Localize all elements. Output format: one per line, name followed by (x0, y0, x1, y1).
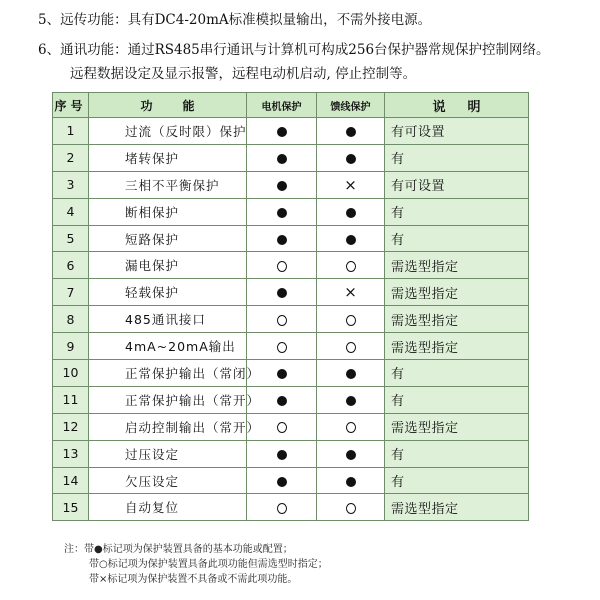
hollow-circle-icon (346, 261, 356, 272)
row-function: 正常保护输出（常闭） (89, 360, 247, 387)
row-index: 1 (53, 118, 89, 145)
row-function: 4mA~20mA输出 (89, 333, 247, 360)
filled-dot-icon (277, 369, 287, 379)
row-index: 10 (53, 360, 89, 387)
row-note: 有 (385, 225, 529, 252)
table-row (53, 386, 529, 413)
footnote-line-3: 带×标记项为保护装置不具备或不需此项功能。 (89, 574, 298, 585)
row-index: 14 (53, 467, 89, 494)
row-function: 485通讯接口 (89, 306, 247, 333)
row-motor-protection (247, 225, 317, 252)
row-function: 启动控制输出（常开） (89, 413, 247, 440)
row-note: 有 (385, 198, 529, 225)
row-function: 漏电保护 (89, 252, 247, 279)
table-row (53, 467, 529, 494)
hollow-circle-icon (277, 342, 287, 353)
table-body (53, 118, 529, 521)
feature-table (52, 92, 529, 521)
filled-dot-icon (277, 396, 287, 406)
filled-dot-icon (346, 154, 356, 164)
row-note: 有可设置 (385, 171, 529, 198)
footnote-line-2: 带○标记项为保护装置具备此项功能但需选型时指定； (89, 559, 328, 570)
row-feeder-protection (317, 118, 385, 145)
filled-dot-icon (277, 235, 287, 245)
row-function: 过流（反时限）保护 (89, 118, 247, 145)
row-index: 8 (53, 306, 89, 333)
cross-icon: × (344, 175, 357, 194)
legend-footnote (64, 542, 584, 587)
row-function: 过压设定 (89, 440, 247, 467)
row-index: 3 (53, 171, 89, 198)
hollow-circle-icon (346, 422, 356, 433)
row-index: 11 (53, 386, 89, 413)
row-feeder-protection (317, 198, 385, 225)
row-note: 有 (385, 440, 529, 467)
row-index: 12 (53, 413, 89, 440)
row-motor-protection (247, 306, 317, 333)
intro-text (38, 8, 598, 86)
table-row (53, 494, 529, 521)
table-row (53, 279, 529, 306)
row-function: 三相不平衡保护 (89, 171, 247, 198)
row-feeder-protection (317, 386, 385, 413)
filled-dot-icon (277, 127, 287, 137)
filled-dot-icon (346, 396, 356, 406)
intro-line-6: 6、通讯功能：通过RS485串行通讯与计算机可构成256台保护器常规保护控制网络。 (38, 42, 550, 58)
hollow-circle-icon (277, 422, 287, 433)
filled-dot-icon (346, 127, 356, 137)
row-index: 2 (53, 144, 89, 171)
row-index: 4 (53, 198, 89, 225)
row-note: 有 (385, 144, 529, 171)
row-function: 欠压设定 (89, 467, 247, 494)
filled-dot-icon (346, 235, 356, 245)
table-row (53, 198, 529, 225)
hollow-circle-icon (277, 503, 287, 514)
table-row (53, 440, 529, 467)
row-function: 自动复位 (89, 494, 247, 521)
row-feeder-protection (317, 440, 385, 467)
header-motor-protection: 电机保护 (247, 93, 317, 118)
row-index: 6 (53, 252, 89, 279)
header-function: 功能 (89, 93, 247, 118)
header-feeder-protection: 馈线保护 (317, 93, 385, 118)
table-row (53, 144, 529, 171)
table-row (53, 118, 529, 145)
filled-dot-icon (346, 369, 356, 379)
header-note: 说明 (385, 93, 529, 118)
row-motor-protection (247, 333, 317, 360)
filled-dot-icon (277, 208, 287, 218)
row-note: 有 (385, 360, 529, 387)
row-index: 13 (53, 440, 89, 467)
hollow-circle-icon (277, 261, 287, 272)
table-row (53, 306, 529, 333)
filled-dot-icon (346, 450, 356, 460)
row-motor-protection (247, 252, 317, 279)
row-function: 正常保护输出（常开） (89, 386, 247, 413)
table-row (53, 171, 529, 198)
header-index: 序号 (53, 93, 89, 118)
hollow-circle-icon (346, 342, 356, 353)
row-motor-protection (247, 118, 317, 145)
row-index: 5 (53, 225, 89, 252)
row-note: 有可设置 (385, 118, 529, 145)
row-note: 需选型指定 (385, 306, 529, 333)
row-feeder-protection (317, 306, 385, 333)
row-feeder-protection (317, 171, 385, 198)
filled-dot-icon (346, 477, 356, 487)
row-note: 需选型指定 (385, 333, 529, 360)
row-feeder-protection (317, 413, 385, 440)
row-feeder-protection (317, 279, 385, 306)
table-row (53, 413, 529, 440)
row-motor-protection (247, 467, 317, 494)
row-function: 堵转保护 (89, 144, 247, 171)
table-row (53, 333, 529, 360)
row-feeder-protection (317, 144, 385, 171)
row-function: 断相保护 (89, 198, 247, 225)
row-motor-protection (247, 198, 317, 225)
table-row (53, 225, 529, 252)
row-feeder-protection (317, 494, 385, 521)
row-note: 需选型指定 (385, 279, 529, 306)
row-motor-protection (247, 440, 317, 467)
row-feeder-protection (317, 467, 385, 494)
footnote-line-1: 注：带●标记项为保护装置具备的基本功能或配置； (64, 544, 293, 555)
row-function: 轻载保护 (89, 279, 247, 306)
intro-line-5: 5、远传功能：具有DC4-20mA标准模拟量输出，不需外接电源。 (38, 12, 432, 28)
hollow-circle-icon (277, 315, 287, 326)
row-note: 有 (385, 467, 529, 494)
filled-dot-icon (277, 450, 287, 460)
filled-dot-icon (277, 288, 287, 298)
row-feeder-protection (317, 360, 385, 387)
row-feeder-protection (317, 333, 385, 360)
hollow-circle-icon (346, 503, 356, 514)
row-note: 需选型指定 (385, 494, 529, 521)
filled-dot-icon (346, 208, 356, 218)
filled-dot-icon (277, 477, 287, 487)
row-note: 需选型指定 (385, 252, 529, 279)
table-header-row (53, 93, 529, 118)
row-motor-protection (247, 279, 317, 306)
row-index: 9 (53, 333, 89, 360)
row-note: 有 (385, 386, 529, 413)
filled-dot-icon (277, 154, 287, 164)
intro-line-6-continued: 远程数据设定及显示报警，远程电动机启动, 停止控制等。 (70, 66, 417, 82)
row-motor-protection (247, 171, 317, 198)
cross-icon: × (344, 283, 357, 302)
row-index: 15 (53, 494, 89, 521)
row-function: 短路保护 (89, 225, 247, 252)
table-row (53, 252, 529, 279)
table-row (53, 360, 529, 387)
row-motor-protection (247, 144, 317, 171)
filled-dot-icon (277, 181, 287, 191)
row-index: 7 (53, 279, 89, 306)
row-note: 需选型指定 (385, 413, 529, 440)
row-motor-protection (247, 494, 317, 521)
row-feeder-protection (317, 252, 385, 279)
row-feeder-protection (317, 225, 385, 252)
hollow-circle-icon (346, 315, 356, 326)
